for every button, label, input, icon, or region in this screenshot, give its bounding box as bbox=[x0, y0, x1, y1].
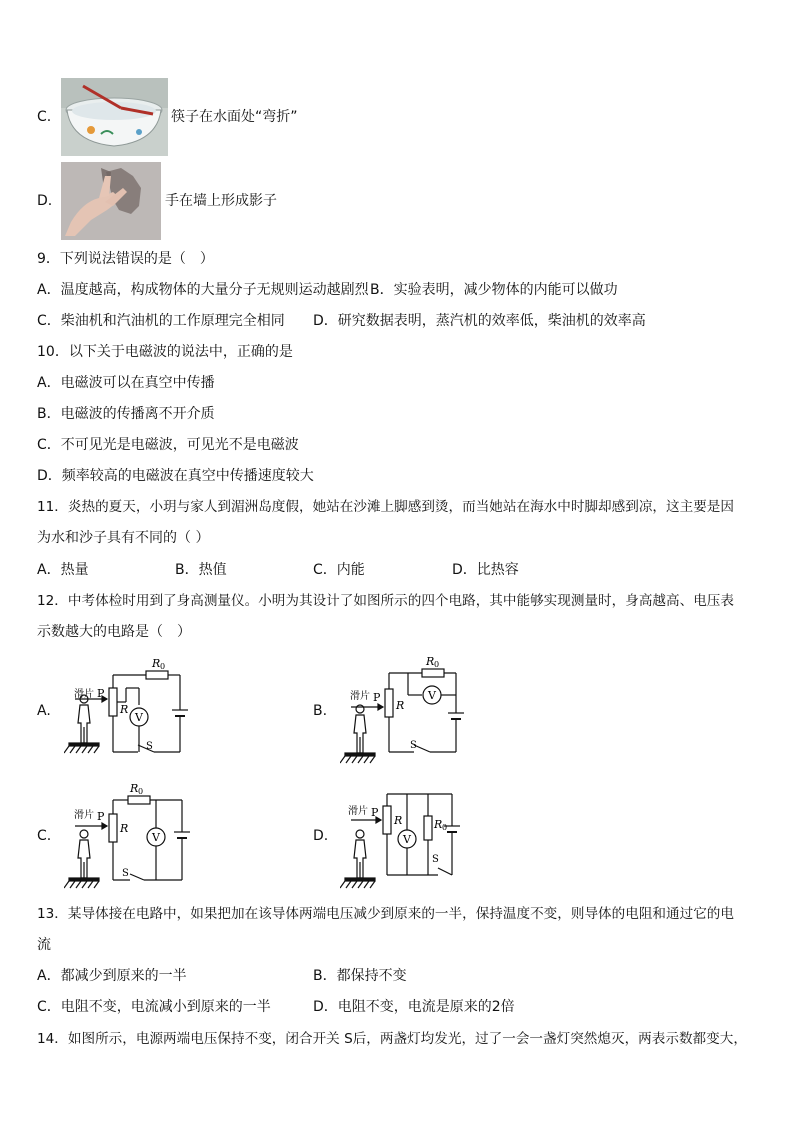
svg-text:R: R bbox=[426, 655, 435, 668]
svg-text:滑片: 滑片 bbox=[350, 691, 370, 702]
svg-text:0: 0 bbox=[160, 662, 166, 671]
q11-option-b: B．热值 bbox=[175, 562, 227, 578]
svg-text:S: S bbox=[122, 868, 129, 879]
svg-text:滑片: 滑片 bbox=[74, 810, 94, 821]
q9-option-d: D．研究数据表明，蒸汽机的效率低，柴油机的效率高 bbox=[313, 313, 646, 329]
svg-text:V: V bbox=[152, 831, 160, 844]
q12-option-a-label: A. bbox=[37, 703, 51, 719]
q10-option-a: A．电磁波可以在真空中传播 bbox=[37, 375, 215, 391]
q11-option-d: D．比热容 bbox=[452, 562, 519, 578]
q10-option-d: D．频率较高的电磁波在真空中传播速度较大 bbox=[37, 468, 314, 484]
q11-option-c: C．内能 bbox=[313, 562, 365, 578]
hand-shadow-image bbox=[61, 162, 161, 240]
svg-text:R: R bbox=[152, 657, 161, 670]
svg-text:R: R bbox=[434, 818, 443, 831]
svg-text:R: R bbox=[396, 699, 405, 712]
svg-text:V: V bbox=[135, 711, 143, 724]
circuit-diagram-a bbox=[64, 655, 194, 765]
q12-option-b-label: B. bbox=[313, 703, 328, 719]
q13-option-d: D．电阻不变，电流是原来的2倍 bbox=[313, 999, 515, 1015]
q11-option-a: A．热量 bbox=[37, 562, 89, 578]
q13-stem-line1: 13．某导体接在电路中，如果把加在该导体两端电压减少到原来的一半，保持温度不变，则导体的电阻和通过它的电 bbox=[37, 906, 734, 922]
q12-stem-line2: 示数越大的电路是（ ） bbox=[37, 624, 191, 640]
circuit-diagram-c bbox=[64, 780, 194, 890]
chopsticks-bowl-image bbox=[61, 78, 168, 156]
q10-stem: 10．以下关于电磁波的说法中，正确的是 bbox=[37, 344, 293, 360]
svg-text:P: P bbox=[371, 806, 379, 819]
q13-option-a: A．都减少到原来的一半 bbox=[37, 968, 187, 984]
svg-text:0: 0 bbox=[434, 660, 440, 669]
svg-text:V: V bbox=[403, 833, 411, 846]
svg-text:P: P bbox=[97, 810, 105, 823]
q9-option-c: C．柴油机和汽油机的工作原理完全相同 bbox=[37, 313, 285, 329]
q11-stem-line1: 11．炎热的夏天，小玥与家人到湄洲岛度假，她站在沙滩上脚感到烫，而当她站在海水中时脚却感到凉，这主要是因 bbox=[37, 499, 734, 515]
q11-stem-line2: 为水和沙子具有不同的（ ） bbox=[37, 530, 210, 546]
q9-option-b: B．实验表明，减少物体的内能可以做功 bbox=[370, 282, 618, 298]
svg-text:P: P bbox=[97, 687, 105, 700]
option-c-caption: 筷子在水面处“弯折” bbox=[171, 109, 298, 125]
option-c-label: C. bbox=[37, 109, 52, 125]
svg-text:R: R bbox=[120, 822, 129, 835]
q9-stem: 9．下列说法错误的是（ ） bbox=[37, 251, 214, 267]
circuit-diagram-b bbox=[340, 655, 470, 765]
svg-text:V: V bbox=[428, 689, 436, 702]
q12-option-d-label: D. bbox=[313, 828, 329, 844]
svg-text:R: R bbox=[120, 703, 129, 716]
q12-option-c-label: C. bbox=[37, 828, 52, 844]
option-d-label: D. bbox=[37, 193, 53, 209]
q12-stem-line1: 12．中考体检时用到了身高测量仪。小明为其设计了如图所示的四个电路，其中能够实现测量时，身高越高、电压表 bbox=[37, 593, 734, 609]
svg-text:0: 0 bbox=[442, 823, 448, 832]
q13-option-b: B．都保持不变 bbox=[313, 968, 407, 984]
q10-option-b: B．电磁波的传播离不开介质 bbox=[37, 406, 215, 422]
q13-stem-line2: 流 bbox=[37, 937, 51, 953]
svg-text:R: R bbox=[130, 782, 139, 795]
svg-text:滑片: 滑片 bbox=[348, 806, 368, 817]
circuit-diagram-d bbox=[340, 780, 470, 890]
q14-stem-line1: 14．如图所示，电源两端电压保持不变，闭合开关 S后，两盏灯均发光，过了一会一盏灯突然熄灭，两表示数都变大， bbox=[37, 1031, 747, 1047]
q9-option-a: A．温度越高，构成物体的大量分子无规则运动越剧烈 bbox=[37, 282, 369, 298]
q10-option-c: C．不可见光是电磁波，可见光不是电磁波 bbox=[37, 437, 299, 453]
slider-label: 滑片 bbox=[74, 689, 94, 700]
svg-text:R: R bbox=[394, 814, 403, 827]
q13-option-c: C．电阻不变，电流减小到原来的一半 bbox=[37, 999, 271, 1015]
svg-text:P: P bbox=[373, 691, 381, 704]
svg-text:S: S bbox=[432, 854, 439, 865]
svg-text:S: S bbox=[146, 741, 153, 752]
svg-text:S: S bbox=[410, 740, 417, 751]
option-d-caption: 手在墙上形成影子 bbox=[165, 193, 277, 209]
svg-text:0: 0 bbox=[138, 787, 144, 796]
